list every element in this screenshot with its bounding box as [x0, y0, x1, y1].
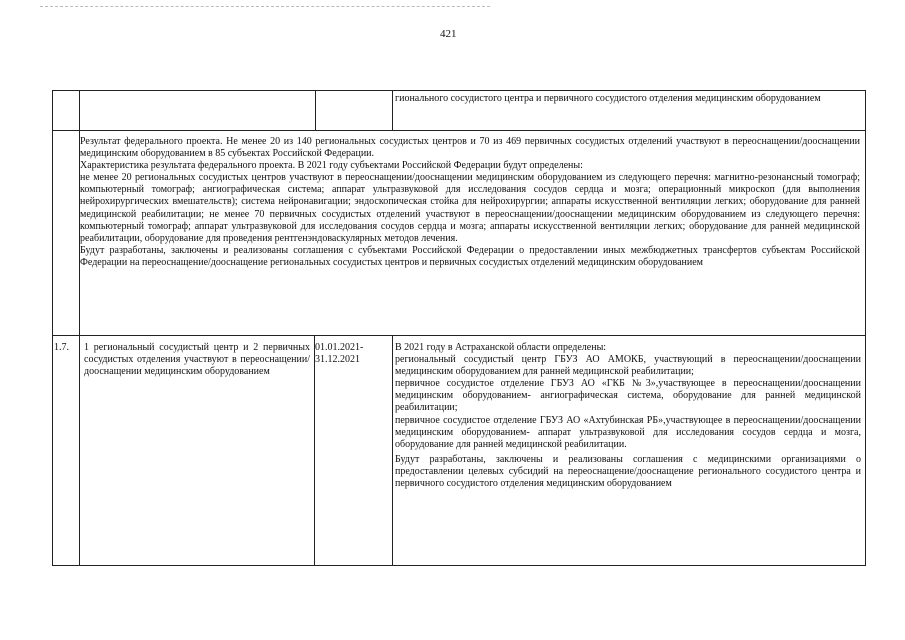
- column-line: [79, 90, 80, 130]
- row-number: 1.7.: [54, 342, 69, 353]
- details-agreements: Будут разработаны, заключены и реализованы соглашения с медицинскими организациями о предоставлении целевых субсидий на переоснащение/дооснащение регионального сосудистого центра и первичного сосудистого отделения медицинским оборудованием: [395, 453, 861, 490]
- result-text: Результат федерального проекта. Не менее 20 из 140 региональных сосудистых центров и 70 из 469 первичных сосудистых отделений участвуют в переоснащении/дооснащении медицинским оборудованием в 85 субъектах Российской Федерации.: [80, 136, 860, 160]
- agreements-text: Будут разработаны, заключены и реализованы соглашения с субъектами Российской Федерации о предоставлении иных межбюджетных трансфертов субъектам Российской Федерации на переоснащение/дооснащение региональных сосудистых центров и первичных сосудистых отделений медицинским оборудованием: [80, 244, 860, 268]
- table-border-left: [52, 90, 53, 566]
- continued-cell-text: гионального сосудистого центра и первичного сосудистого отделения медицинским оборудованием: [395, 93, 821, 104]
- project-table: [52, 90, 866, 566]
- column-line: [392, 335, 393, 565]
- column-line: [79, 335, 80, 565]
- column-line: [314, 335, 315, 565]
- details-item: региональный сосудистый центр ГБУЗ АО АМОКБ, участвующий в переоснащении/дооснащении медицинским оборудованием для ранней медицинской реабилитации;: [395, 354, 861, 378]
- column-line: [392, 90, 393, 130]
- task-details: [395, 342, 861, 490]
- date-start: 01.01.2021-: [315, 342, 364, 353]
- table-row-divider-2: [52, 335, 866, 336]
- date-end: 31.12.2021: [315, 354, 360, 366]
- scan-edge-mark: [40, 6, 490, 7]
- column-line: [315, 90, 316, 130]
- table-border-right: [865, 90, 866, 566]
- task-dates: [315, 342, 387, 366]
- federal-project-result-block: [80, 136, 860, 269]
- details-intro: В 2021 году в Астраханской области определены:: [395, 342, 607, 353]
- table-border-top: [52, 90, 866, 91]
- characteristic-title: Характеристика результата федерального проекта. В 2021 году субъектами Российской Федерации будут определены:: [80, 160, 583, 172]
- characteristic-body: не менее 20 региональных сосудистых центров участвуют в переоснащении/дооснащении медицинским оборудованием из следующего перечня: магнитно-резонансный томограф; компьютерный томограф; ангиографическая система; аппарат ультразвуковой для исследования сосудов сердца и мозга; операционный микроскоп (для выполнения нейрохирургических вмешательств); система нейронавигации; эндоскопическая стойка для нейрохирургии; аппараты искусственной вентиляции легких; оборудование для ранней медицинской реабилитации; не менее 70 первичных сосудистых отделений участвуют в переоснащении/дооснащении медицинским оборудованием из следующего перечня: компьютерный томограф; аппарат ультразвуковой для исследования сосудов сердца и мозга; аппараты искусственной вентиляции легких; оборудование для ранней медицинской реабилитации, оборудование для проведения рентгенэндоваскулярных методов лечения.: [80, 172, 860, 244]
- task-description: 1 региональный сосудистый центр и 2 первичных сосудистых отделения участвуют в переоснащении/дооснащении медицинским оборудованием: [84, 342, 310, 378]
- details-item: первичное сосудистое отделение ГБУЗ АО «Ахтубинская РБ»,участвующее в переоснащении/дооснащении медицинским оборудованием- аппарат ультразвуковой для исследования сосудов сердца и мозга, оборудование для ранней медицинской реабилитации.: [395, 414, 861, 450]
- details-item: первичное сосудистое отделение ГБУЗ АО «ГКБ №3»,участвующее в переоснащении/дооснащении медицинским оборудованием- ангиографическая система, оборудование для ранней медицинской реабилитации;: [395, 378, 861, 414]
- page-number: 421: [440, 28, 457, 40]
- table-row-divider-1: [52, 130, 866, 131]
- table-border-bottom: [52, 565, 866, 566]
